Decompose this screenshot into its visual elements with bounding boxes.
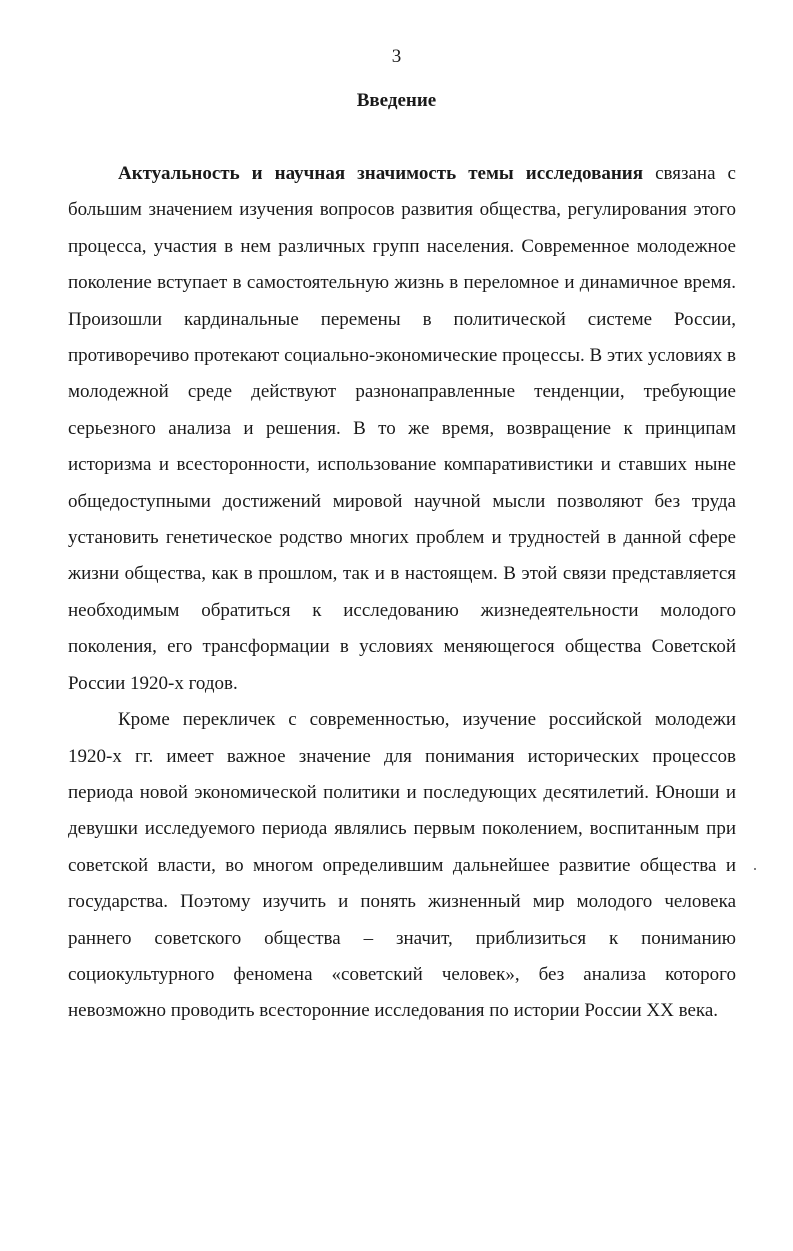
paragraph-significance: Кроме перекличек с современностью, изучение российской молодежи 1920-х гг. имеет важное значение для понимания исторических процессов периода новой экономической политики и последующих десятилетий. Юноши и девушки исследуемого периода являлись первым поколением, воспитанным при советской власти, во многом определившим дальнейшее развитие общества и государства. Поэтому изучить и понять жизненный мир молодого человека раннего советского общества – значит, приблизиться к пониманию социокультурного феномена «советский человек», без анализа которого невозможно проводить всесторонние исследования по истории России XX века. [68, 709, 736, 1022]
body-text [68, 156, 736, 1030]
paragraph-relevance [68, 156, 736, 702]
page-number: 3 [391, 46, 402, 67]
scan-speck [754, 868, 756, 870]
paragraph-text: связана с большим значением изучения вопросов развития общества, регулирования этого процесса, участия в нем различных групп населения. Современное молодежное поколение вступает в самостоятельную жизнь в переломное и динамичное время. Произошли кардинальные перемены в политической системе России, противоречиво протекают социально-экономические процессы. В этих условиях в молодежной среде действуют разнонаправленные тенденции, требующие серьезного анализа и решения. В то же время, возвращение к принципам историзма и всесторонности, использование компаративистики и ставших ныне общедоступными достижений мировой научной мысли позволяют без труда установить генетическое родство многих проблем и трудностей в данной сфере жизни общества, как в прошлом, так и в настоящем. В этой связи представляется необходимым обратиться к исследованию жизнедеятельности молодого поколения, его трансформации в условиях меняющегося общества Советской России 1920-х годов. [68, 163, 736, 694]
paragraph-lead-bold: Актуальность и научная значимость темы исследования [118, 163, 644, 184]
section-title: Введение [356, 90, 437, 111]
